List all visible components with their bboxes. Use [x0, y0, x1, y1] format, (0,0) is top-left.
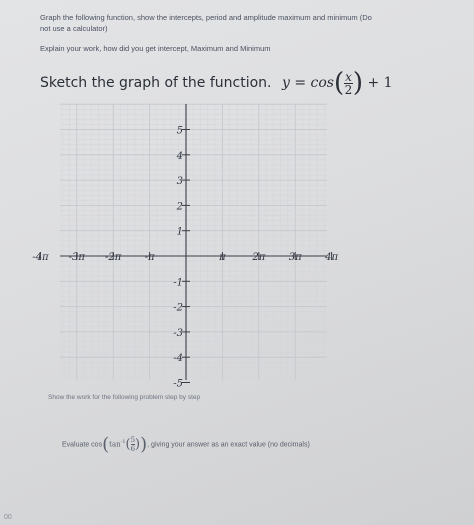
equation	[281, 68, 393, 98]
instructions-line-2: not use a calculator)	[40, 24, 108, 33]
instructions-line-1: Graph the following function, show the intercepts, period and amplitude maximum and minimum (Do	[40, 13, 372, 22]
x-tick-label: -π	[144, 252, 155, 263]
close-paren: )	[352, 68, 364, 98]
x-axis-labels	[32, 252, 338, 263]
y-tick-label: -2	[173, 302, 183, 314]
x-tick-label: -4π	[32, 252, 49, 263]
y-tick-label: 4	[176, 150, 183, 162]
equation-fraction	[344, 71, 353, 96]
y-tick-label: 3	[176, 176, 183, 188]
x-tick-label: 4π	[325, 252, 339, 263]
inner-close-paren: )	[135, 437, 141, 452]
evaluate-exponent: -1	[120, 439, 126, 446]
y-tick-label: 2	[176, 201, 183, 213]
x-tick-label: 2π	[252, 252, 266, 263]
fraction-denominator: 2	[344, 82, 353, 97]
instructions-line-3: Explain your work, how did you get intercept, Maximum and Minimum	[40, 44, 271, 53]
equation-rhs: + 1	[367, 75, 393, 91]
y-tick-label: 5	[176, 125, 183, 137]
evaluate-inner-function: tan	[109, 440, 121, 449]
corner-text: 00	[4, 514, 12, 521]
inner-open-paren: (	[125, 437, 131, 452]
evaluate-lead: Evaluate cos	[62, 441, 103, 449]
fraction-numerator: x	[345, 69, 352, 84]
evaluate-tail: , giving your answer as an exact value (no decimals)	[147, 441, 310, 449]
y-tick-label: -3	[173, 327, 183, 339]
evaluate-fraction-denominator: 6	[130, 445, 136, 453]
step-instruction: Show the work for the following problem step by step	[48, 394, 201, 401]
evaluate-problem	[62, 434, 310, 455]
x-tick-label: -3π	[68, 252, 85, 263]
evaluate-fraction-numerator: 5	[130, 436, 136, 444]
evaluate-close-paren: )	[140, 434, 148, 455]
y-tick-label: -5	[173, 378, 183, 390]
grid-lines	[60, 104, 327, 380]
x-tick-label: 3π	[288, 252, 302, 263]
y-tick-label: -1	[173, 277, 183, 289]
y-tick-label: 1	[176, 226, 183, 238]
problem-prefix: Sketch the graph of the function.	[40, 75, 272, 91]
x-tick-label: π	[219, 252, 226, 263]
open-paren: (	[333, 68, 345, 98]
y-tick-label: -4	[173, 353, 183, 365]
x-tick-label: -2π	[105, 252, 122, 263]
equation-lhs: y = cos	[281, 75, 334, 91]
evaluate-open-paren: (	[102, 434, 110, 455]
coordinate-grid[interactable]	[32, 102, 342, 390]
problem-statement	[40, 68, 393, 98]
